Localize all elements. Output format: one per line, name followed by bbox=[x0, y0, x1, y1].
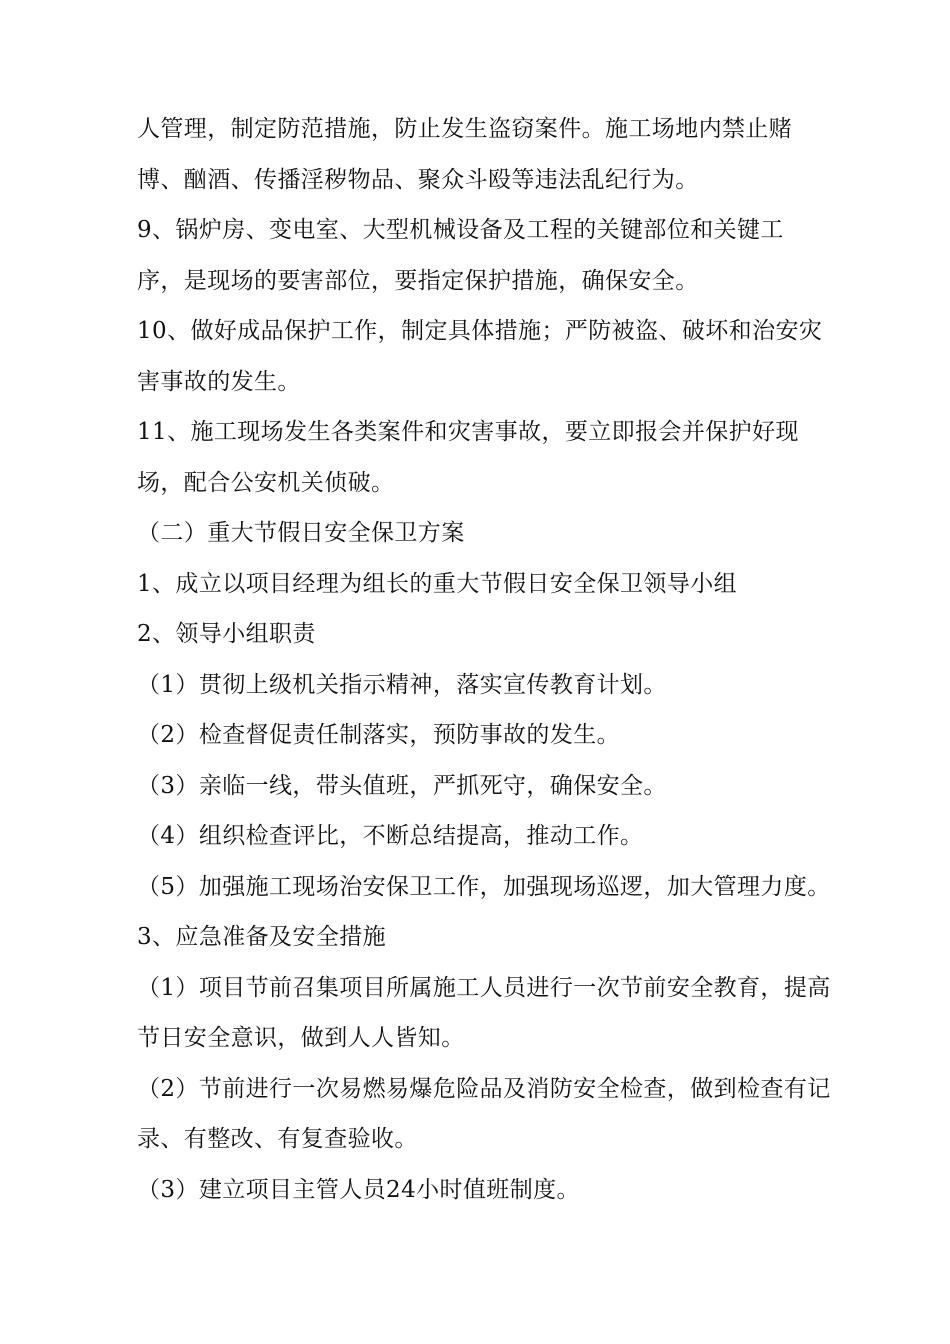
section-heading: （二）重大节假日安全保卫方案 bbox=[137, 520, 465, 546]
text-line: 9、锅炉房、变电室、大型机械设备及工程的关键部位和关键工 bbox=[137, 217, 784, 243]
document-body bbox=[137, 104, 831, 1215]
text-line: （4）组织检查评比，不断总结提高，推动工作。 bbox=[137, 823, 644, 849]
text-line: 序，是现场的要害部位，要指定保护措施，确保安全。 bbox=[137, 267, 699, 294]
text-line: （3）亲临一线，带头值班，严抓死守，确保安全。 bbox=[137, 772, 667, 799]
text-line: 录、有整改、有复查验收。 bbox=[137, 1126, 418, 1152]
text-line: 人管理，制定防范措施，防止发生盗窃案件。施工场地内禁止赌 bbox=[137, 116, 793, 142]
text-line: 11、施工现场发生各类案件和灾害事故，要立即报会并保护好现 bbox=[137, 419, 799, 445]
text-line: 节日安全意识，做到人人皆知。 bbox=[137, 1025, 465, 1051]
text-line: 场，配合公安机关侦破。 bbox=[137, 469, 395, 496]
text-line: （1）贯彻上级机关指示精神，落实宣传教育计划。 bbox=[137, 671, 667, 698]
text-line: 博、酗酒、传播淫秽物品、聚众斗殴等违法乱纪行为。 bbox=[137, 166, 699, 193]
text-line: 10、做好成品保护工作，制定具体措施；严防被盗、破坏和治安灾 bbox=[137, 318, 823, 344]
text-line: （5）加强施工现场治安保卫工作，加强现场巡逻，加大管理力度。 bbox=[137, 873, 831, 900]
text-line: 3、应急准备及安全措施 bbox=[137, 924, 387, 950]
text-line: 2、领导小组职责 bbox=[137, 621, 316, 647]
text-line: （1）项目节前召集项目所属施工人员进行一次节前安全教育，提高 bbox=[137, 974, 831, 1001]
text-line: 1、成立以项目经理为组长的重大节假日安全保卫领导小组 bbox=[137, 570, 738, 597]
text-line: （2）节前进行一次易燃易爆危险品及消防安全检查，做到检查有记 bbox=[137, 1075, 831, 1102]
text-line: （2）检查督促责任制落实，预防事故的发生。 bbox=[137, 722, 621, 748]
text-line: 害事故的发生。 bbox=[137, 368, 301, 395]
text-line: （3）建立项目主管人员24小时值班制度。 bbox=[137, 1176, 580, 1203]
